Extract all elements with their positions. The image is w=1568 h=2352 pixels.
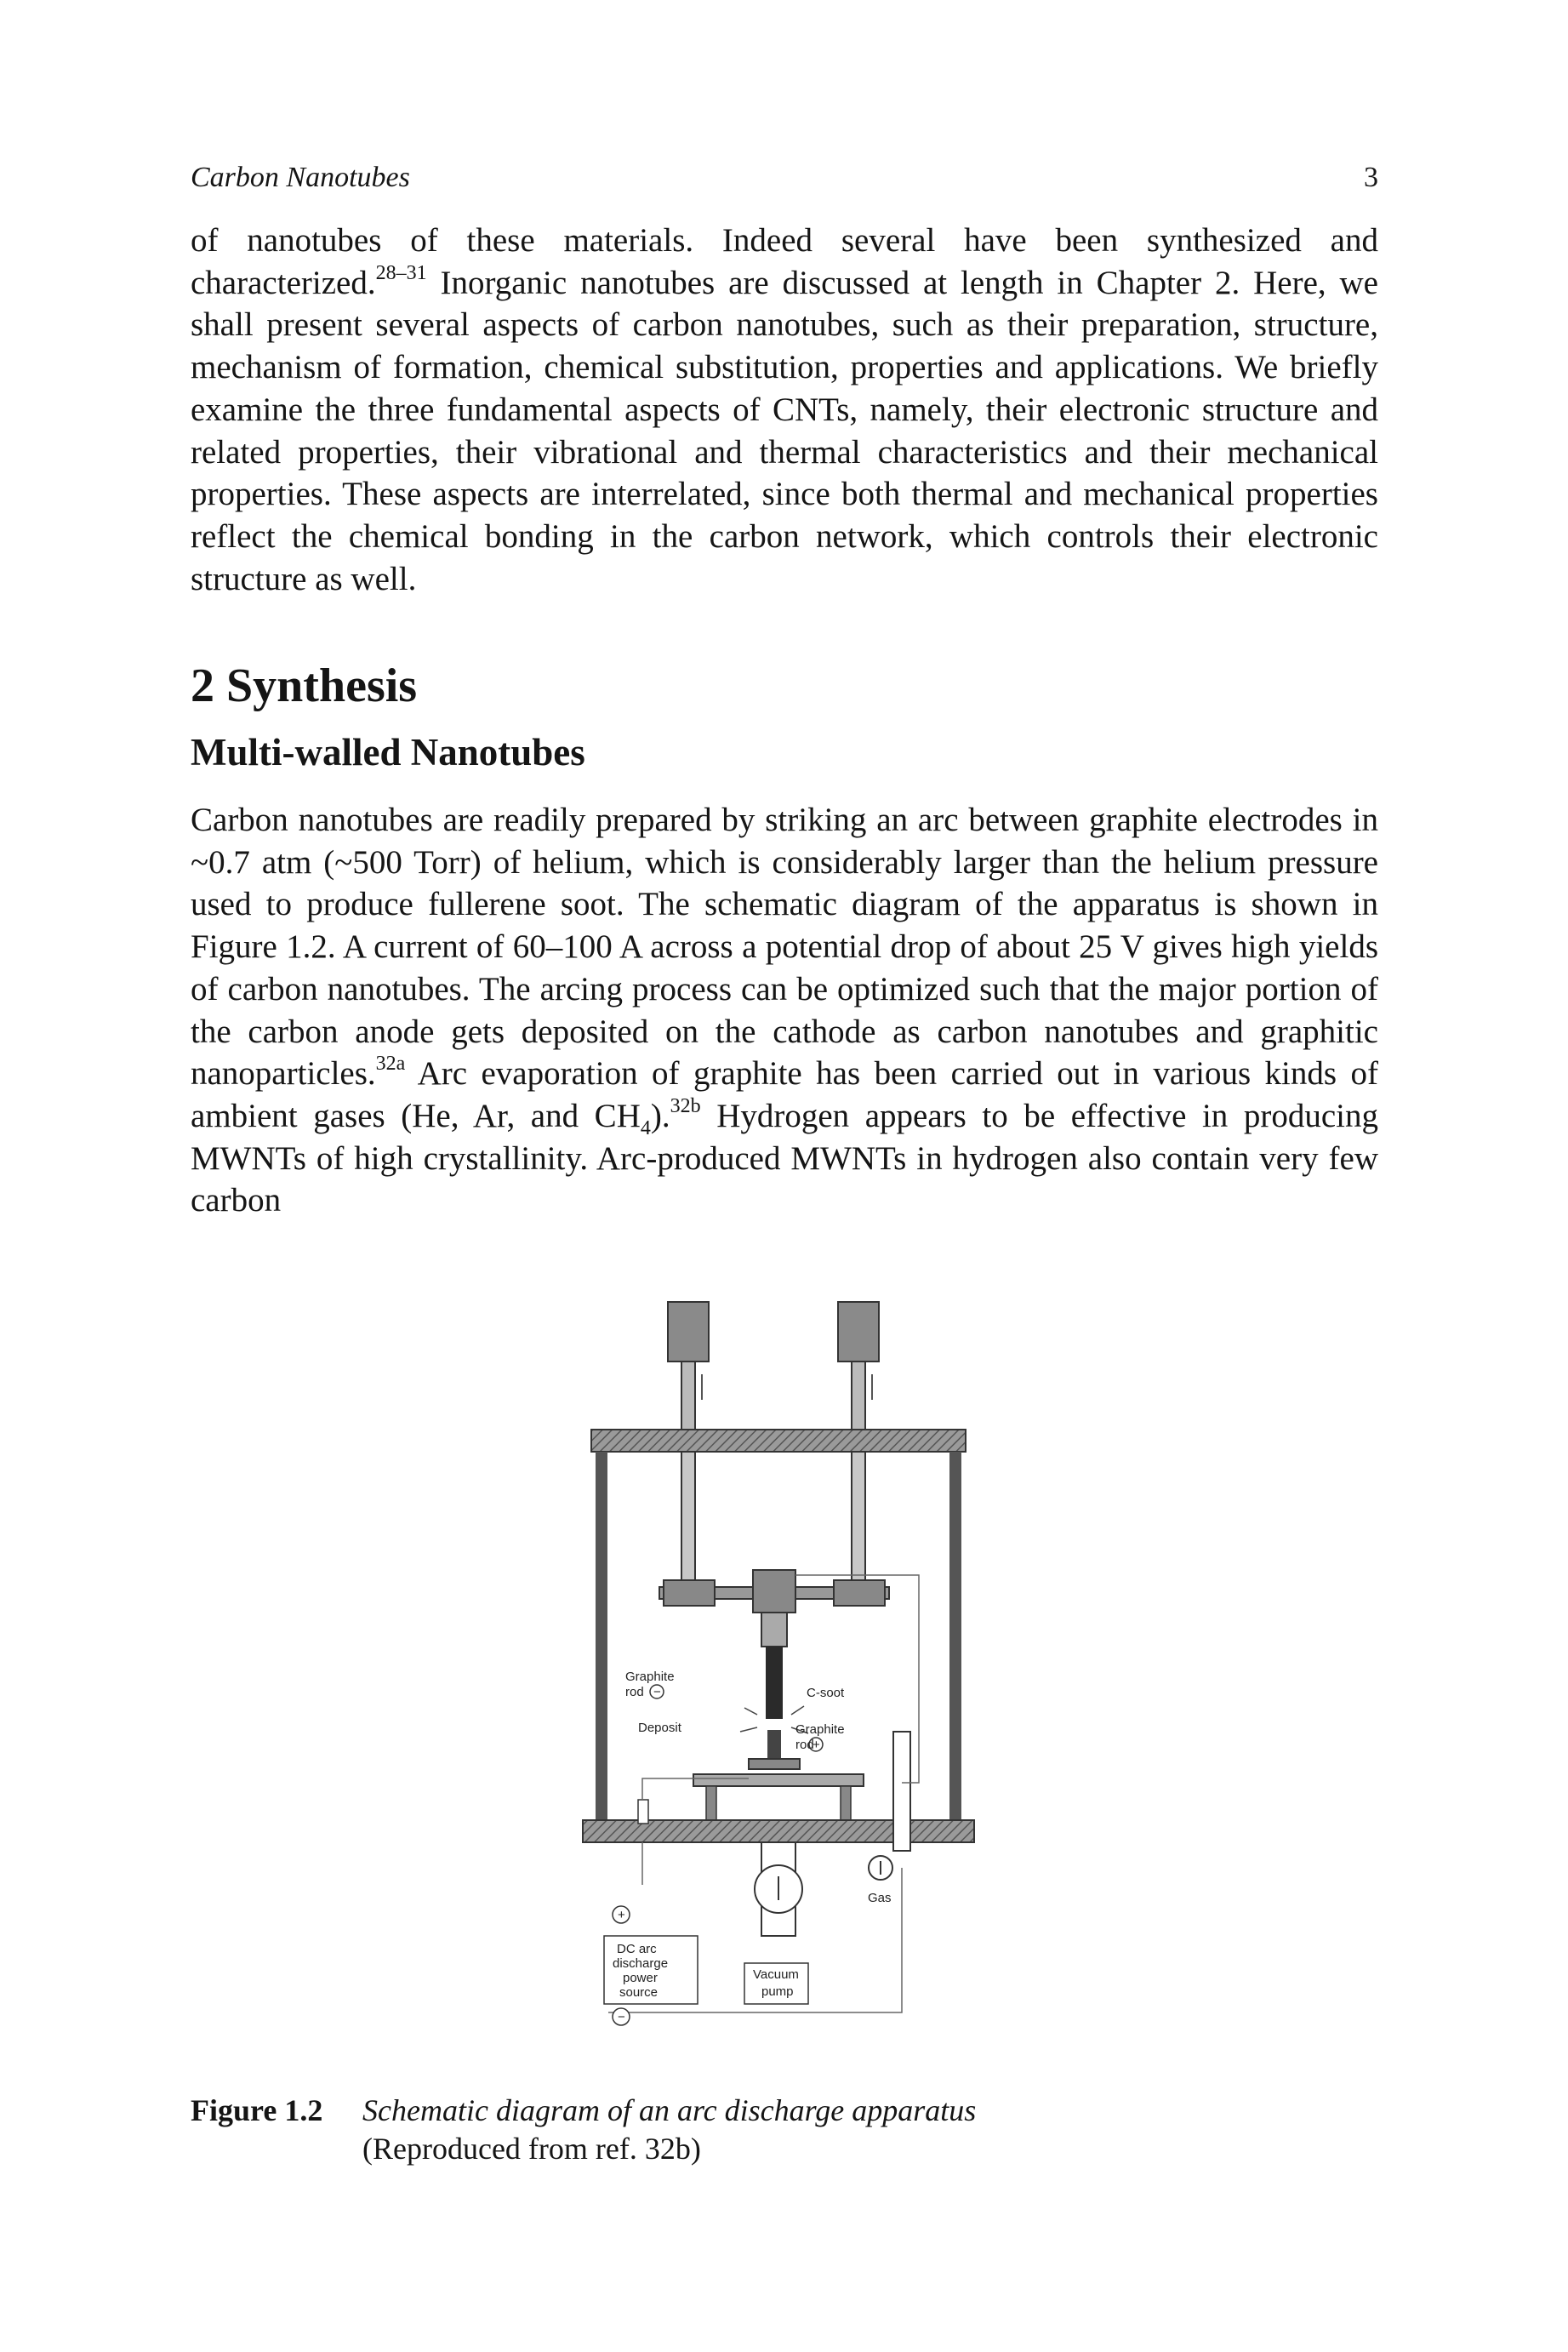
label-pump: pump xyxy=(761,1984,794,1999)
graphite-rod-cathode xyxy=(766,1647,783,1719)
right-actuator xyxy=(838,1302,879,1362)
paragraph-text: Hydrogen appears to be effective in producing MWNTs of high crystallinity. Arc-produced MWNTs in hydrogen also contain very few carbon xyxy=(191,1097,1378,1219)
paragraph-text: Carbon nanotubes are readily prepared by striking an arc between graphite electrodes in ~0.7 atm (~500 Torr) of helium, which is considerably larger than the helium pressure used to produce fullerene soot. The schematic diagram of the apparatus is shown in Figure 1.2. A current of 60–100 A across a potential drop of about 25 V gives high yields of carbon nanotubes. The arcing process can be optimized such that the major portion of the carbon anode gets deposited on the cathode as carbon nanotubes and graphitic nanoparticles. xyxy=(191,802,1378,1093)
subsection-heading: Multi-walled Nanotubes xyxy=(191,731,585,774)
paragraph-intro xyxy=(191,220,1378,600)
page-number: 3 xyxy=(1364,162,1378,193)
top-plate xyxy=(591,1430,966,1452)
label-dc-arc: DC arc xyxy=(617,1942,657,1956)
figure-source: (Reproduced from ref. 32b) xyxy=(362,2132,701,2166)
running-head xyxy=(191,162,1378,204)
figure-arc-discharge xyxy=(579,1289,987,2055)
label-gas: Gas xyxy=(868,1891,892,1905)
left-actuator xyxy=(668,1302,709,1362)
arc-discharge-diagram xyxy=(579,1289,987,2055)
label-minus-terminal: − xyxy=(618,2010,625,2024)
figure-title: Schematic diagram of an arc discharge apparatus xyxy=(362,2093,977,2127)
paragraph-text: of nanotubes of these materials. Indeed several have been synthesized and characterized. xyxy=(191,222,1378,301)
subscript: 4 xyxy=(640,1116,651,1139)
graphite-rod-anode xyxy=(767,1730,781,1760)
label-graphite-rod-2: Graphite xyxy=(795,1722,845,1737)
electrode-stage xyxy=(693,1774,864,1786)
label-plus-rod: + xyxy=(813,1738,820,1752)
section-heading: 2 Synthesis xyxy=(191,659,418,712)
paragraph-synthesis xyxy=(191,799,1378,1222)
label-power: power xyxy=(623,1971,658,1985)
chamber-wall-left xyxy=(596,1452,607,1822)
label-discharge: discharge xyxy=(613,1956,669,1971)
label-graphite-rod: Graphite xyxy=(625,1670,675,1684)
paragraph-text: Arc evaporation of graphite has been carried out in various kinds of ambient gases (He, Ar, and CH xyxy=(191,1055,1378,1134)
paragraph-text: ). xyxy=(650,1097,670,1134)
label-rod: rod xyxy=(625,1685,644,1699)
label-deposit: Deposit xyxy=(638,1721,681,1735)
figure-label: Figure 1.2 xyxy=(191,2093,323,2127)
label-c-soot: C-soot xyxy=(807,1686,845,1700)
running-head-title: Carbon Nanotubes xyxy=(191,162,410,193)
label-plus-terminal: + xyxy=(618,1908,625,1922)
paragraph-text: Inorganic nanotubes are discussed at length in Chapter 2. Here, we shall present several aspects of carbon nanotubes, such as their preparation, structure, mechanism of formation, chemical substitution, properties and applications. We briefly examine the three fundamental aspects of CNTs, namely, their electronic structure and related properties, their vibrational and thermal characteristics and their mechanical properties. These aspects are interrelated, since both thermal and mechanical properties reflect the chemical bonding in the carbon network, which controls their electronic structure as well. xyxy=(191,264,1378,597)
label-vacuum: Vacuum xyxy=(753,1967,799,1982)
citation-ref: 28–31 xyxy=(375,261,427,284)
citation-ref: 32a xyxy=(375,1053,406,1076)
label-minus-rod: − xyxy=(653,1685,661,1699)
citation-ref: 32b xyxy=(670,1094,701,1117)
label-source: source xyxy=(619,1985,659,2000)
chamber-wall-right xyxy=(949,1452,961,1822)
label-rod-2: rod xyxy=(795,1738,814,1752)
